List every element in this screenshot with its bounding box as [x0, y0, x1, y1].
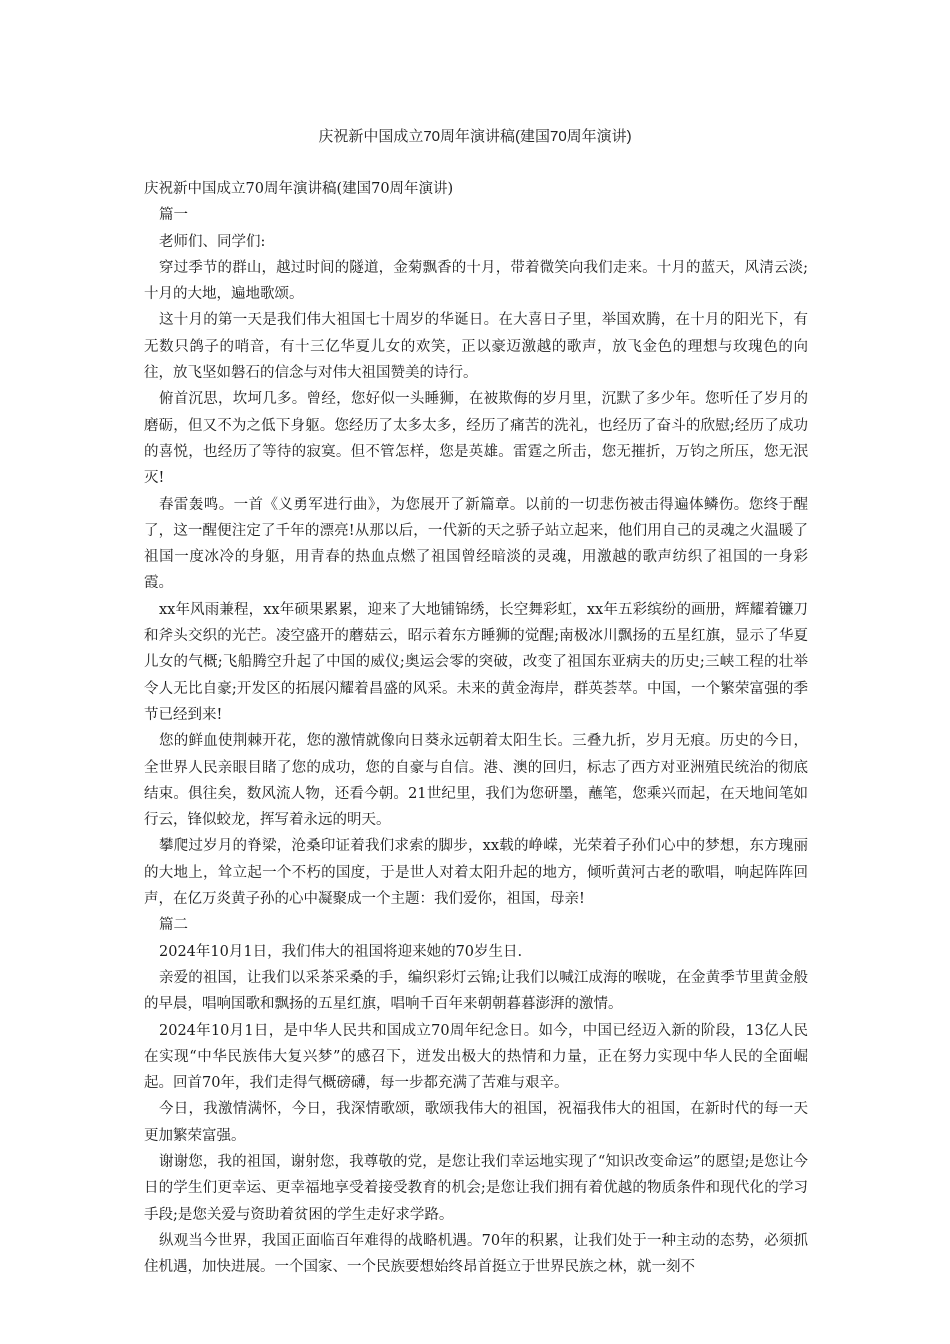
- section-heading: 篇二: [159, 917, 188, 934]
- paragraph: 2024年10月1日，是中华人民共和国成立70周年纪念日。如今，中国已经迈入新的阶段，13亿人民在实现“中华民族伟大复兴梦”的感召下，迸发出极大的热情和力量，正在努力实现中华人民的全面崛起。回首70年，我们走得气概磅礴，每一步都充满了苦难与艰辛。: [144, 1022, 808, 1092]
- paragraph: 穿过季节的群山，越过时间的隧道，金菊飘香的十月，带着微笑向我们走来。十月的蓝天，风清云淡;十月的大地，遍地歌颂。: [144, 259, 808, 303]
- paragraph: 攀爬过岁月的脊梁，沧桑印证着我们求索的脚步，xx载的峥嵘，光荣着子孙们心中的梦想，东方瑰丽的大地上，耸立起一个不朽的国度，于是世人对着太阳升起的地方，倾听黄河古老的歌唱，响起阵阵回声，在亿万炎黄子孙的心中凝聚成一个主题：我们爱你，祖国，母亲!: [144, 838, 808, 908]
- paragraph: 谢谢您，我的祖国，谢射您，我尊敬的党，是您让我们幸运地实现了“知识改变命运”的愿望;是您让今日的学生们更幸运、更幸福地享受着接受教育的机会;是您让我们拥有着优越的物质条件和现代化的学习手段;是您关爱与资助着贫困的学生走好求学路。: [144, 1153, 808, 1223]
- paragraph: 2024年10月1日，我们伟大的祖国将迎来她的70岁生日.: [159, 943, 523, 960]
- paragraph: 纵观当今世界，我国正面临百年难得的战略机遇。70年的积累，让我们处于一种主动的态势，必须抓住机遇，加快进展。一个国家、一个民族要想始终昂首挺立于世界民族之林，就一刻不: [144, 1232, 808, 1276]
- paragraph: 春雷轰鸣。一首《义勇军进行曲》，为您展开了新篇章。以前的一切悲伤被击得遍体鳞伤。您终于醒了，这一醒便注定了千年的漂亮!从那以后，一代新的天之骄子站立起来，他们用自己的灵魂之火温暖了祖国一度冰冷的身躯，用青春的热血点燃了祖国曾经暗淡的灵魂，用激越的歌声纺织了祖国的一身彩霞。: [144, 496, 808, 592]
- paragraph: 今日，我激情满怀，今日，我深情歌颂，歌颂我伟大的祖国，祝福我伟大的祖国，在新时代的每一天更加繁荣富强。: [144, 1101, 808, 1144]
- paragraph: 老师们、同学们:: [159, 233, 266, 250]
- paragraph: xx年风雨兼程，xx年硕果累累，迎来了大地铺锦绣，长空舞彩虹，xx年五彩缤纷的画册，辉耀着镰刀和斧头交织的光芒。凌空盛开的蘑菇云，昭示着东方睡狮的觉醒;南极冰川飘扬的五星红旗，显示了华夏儿女的气概;飞船腾空升起了中国的威仪;奥运会零的突破，改变了祖国东亚病夫的历史;三峡工程的壮举令人无比自豪;开发区的拓展闪耀着昌盛的风采。未来的黄金海岸，群英荟萃。中国，一个繁荣富强的季节已经到来!: [144, 601, 808, 723]
- paragraph: 亲爱的祖国，让我们以采茶采桑的手，编织彩灯云锦;让我们以喊江成海的喉咙，在金黄季节里黄金般的早晨，唱响国歌和飘扬的五星红旗，唱响千百年来朝朝暮暮澎湃的激情。: [144, 969, 808, 1013]
- document-body: [144, 176, 808, 1280]
- paragraph: 您的鲜血使荆棘开花，您的激情就像向日葵永远朝着太阳生长。三叠九折，岁月无痕。历史的今日，全世界人民亲眼目睹了您的成功，您的自豪与自信。港、澳的回归，标志了西方对亚洲殖民统治的彻底结束。俱往矣，数风流人物，还看今朝。21世纪里，我们为您研墨，蘸笔，您乘兴而起，在天地间笔如行云，锋似蛟龙，挥写着永远的明天。: [144, 733, 808, 829]
- page-header-title: 庆祝新中国成立70周年演讲稿(建国70周年演讲): [318, 128, 632, 145]
- paragraph: 俯首沉思，坎坷几多。曾经，您好似一头睡狮，在被欺侮的岁月里，沉默了多少年。您听任了岁月的磨砺，但又不为之低下身躯。您经历了太多太多，经历了痛苦的洗礼，也经历了奋斗的欣慰;经历了成功的喜悦，也经历了等待的寂寞。但不管怎样，您是英雄。雷霆之所击，您无摧折，万钧之所压，您无泯灭!: [144, 391, 808, 487]
- document-title: 庆祝新中国成立70周年演讲稿(建国70周年演讲): [144, 181, 454, 197]
- section-heading: 篇一: [159, 207, 188, 224]
- paragraph: 这十月的第一天是我们伟大祖国七十周岁的华诞日。在大喜日子里，举国欢腾，在十月的阳光下，有无数只鸽子的哨音，有十三亿华夏儿女的欢笑，正以豪迈激越的歌声，放飞金色的理想与玫瑰色的向往，放飞坚如磐石的信念与对伟大祖国赞美的诗行。: [144, 312, 808, 382]
